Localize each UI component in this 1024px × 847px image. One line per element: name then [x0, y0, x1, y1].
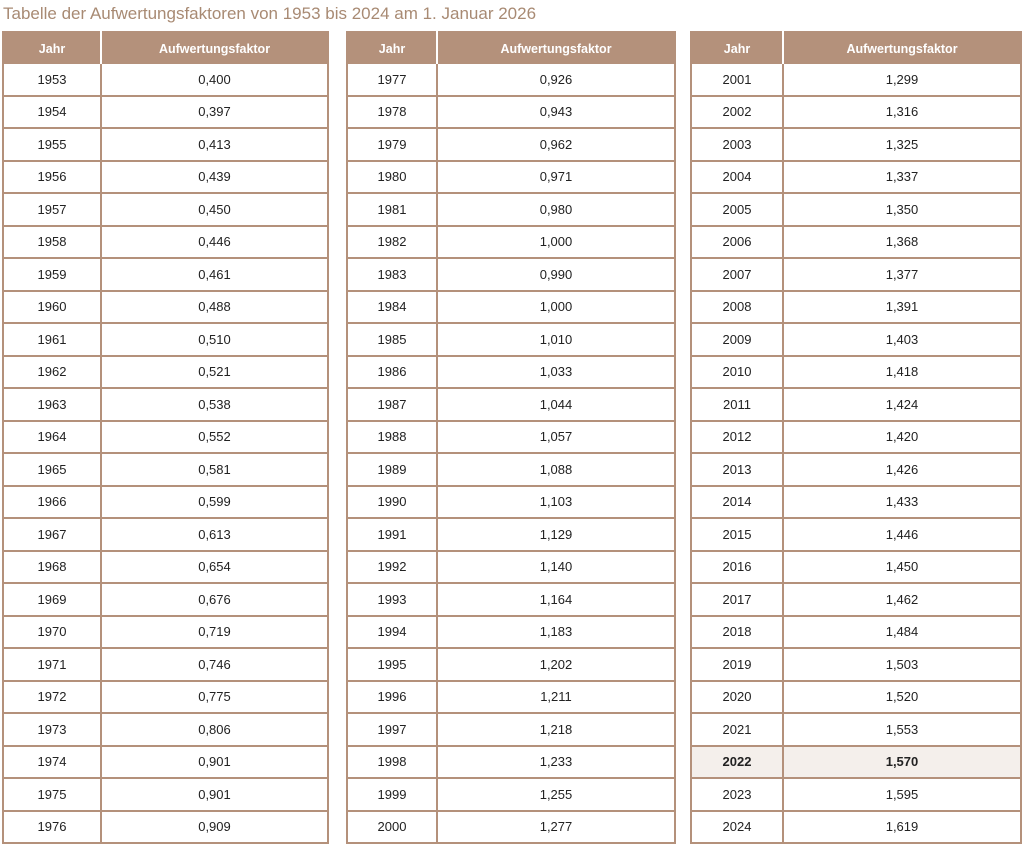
factor-cell: 0,552 — [101, 421, 328, 454]
table-row — [691, 193, 1021, 226]
factor-cell: 1,426 — [783, 453, 1021, 486]
year-cell: 2024 — [691, 811, 783, 844]
table-row — [691, 778, 1021, 811]
year-cell: 1987 — [347, 388, 437, 421]
table-row — [691, 616, 1021, 649]
table-row — [691, 421, 1021, 454]
year-column-header: Jahr — [691, 32, 783, 64]
table-row — [691, 161, 1021, 194]
table-row — [347, 778, 675, 811]
factor-cell: 1,450 — [783, 551, 1021, 584]
table-row — [347, 161, 675, 194]
factor-cell: 0,962 — [437, 128, 675, 161]
table-row — [691, 648, 1021, 681]
table-row — [347, 616, 675, 649]
table-row — [347, 356, 675, 389]
table-row — [3, 421, 328, 454]
table-row — [691, 713, 1021, 746]
table-row — [691, 681, 1021, 714]
factor-cell: 1,057 — [437, 421, 675, 454]
year-cell: 2013 — [691, 453, 783, 486]
factor-cell: 0,613 — [101, 518, 328, 551]
table-row — [3, 778, 328, 811]
factor-cell: 1,103 — [437, 486, 675, 519]
factor-cell: 1,418 — [783, 356, 1021, 389]
factor-cell: 0,439 — [101, 161, 328, 194]
table-row — [691, 226, 1021, 259]
year-cell: 2009 — [691, 323, 783, 356]
factor-cell: 1,446 — [783, 518, 1021, 551]
year-cell: 2014 — [691, 486, 783, 519]
year-cell: 1984 — [347, 291, 437, 324]
year-cell: 1975 — [3, 778, 101, 811]
table-row — [347, 193, 675, 226]
table-row — [3, 713, 328, 746]
year-cell: 1961 — [3, 323, 101, 356]
year-cell: 2017 — [691, 583, 783, 616]
table-row — [3, 226, 328, 259]
year-cell: 1958 — [3, 226, 101, 259]
table-row — [3, 64, 328, 96]
factor-cell: 1,368 — [783, 226, 1021, 259]
table-row — [3, 648, 328, 681]
year-cell: 1985 — [347, 323, 437, 356]
year-cell: 2004 — [691, 161, 783, 194]
factor-cell: 1,000 — [437, 226, 675, 259]
factor-cell: 1,553 — [783, 713, 1021, 746]
year-cell: 1994 — [347, 616, 437, 649]
table-row — [347, 518, 675, 551]
factor-cell: 1,403 — [783, 323, 1021, 356]
year-cell: 1965 — [3, 453, 101, 486]
year-cell: 1956 — [3, 161, 101, 194]
year-cell: 1991 — [347, 518, 437, 551]
table-row — [3, 746, 328, 779]
factor-cell: 0,943 — [437, 96, 675, 129]
factor-cell: 0,510 — [101, 323, 328, 356]
year-cell: 1990 — [347, 486, 437, 519]
table-row — [3, 583, 328, 616]
table-row — [691, 323, 1021, 356]
table-row — [3, 96, 328, 129]
year-cell: 1953 — [37, 71, 67, 87]
factor-cell: 0,450 — [101, 193, 328, 226]
factor-table-2 — [346, 31, 676, 844]
table-row — [691, 486, 1021, 519]
factor-cell: 0,397 — [101, 96, 328, 129]
factor-cell: 0,980 — [437, 193, 675, 226]
year-cell: 1977 — [377, 71, 407, 87]
factor-cell: 0,413 — [101, 128, 328, 161]
year-cell: 1976 — [3, 811, 101, 844]
table-row — [691, 258, 1021, 291]
factor-cell: 0,461 — [101, 258, 328, 291]
factor-cell: 1,595 — [783, 778, 1021, 811]
factor-cell: 1,202 — [437, 648, 675, 681]
factor-cell: 0,775 — [101, 681, 328, 714]
factor-cell: 0,990 — [437, 258, 675, 291]
factor-cell: 1,299 — [783, 64, 1021, 96]
year-cell: 2008 — [691, 291, 783, 324]
year-cell: 1967 — [3, 518, 101, 551]
year-cell: 2021 — [691, 713, 783, 746]
table-row — [347, 388, 675, 421]
table-row — [347, 486, 675, 519]
year-cell: 1983 — [347, 258, 437, 291]
year-cell: 1981 — [347, 193, 437, 226]
factor-cell: 0,926 — [437, 64, 675, 96]
table-row — [691, 453, 1021, 486]
table-row — [347, 583, 675, 616]
factor-cell: 1,377 — [783, 258, 1021, 291]
factor-cell: 1,619 — [783, 811, 1021, 844]
year-cell: 2007 — [691, 258, 783, 291]
table-row — [3, 323, 328, 356]
year-cell: 2018 — [691, 616, 783, 649]
year-cell: 1970 — [3, 616, 101, 649]
table-row — [3, 486, 328, 519]
factor-cell: 1,211 — [437, 681, 675, 714]
table-row — [347, 226, 675, 259]
table-row — [3, 128, 328, 161]
table-row — [691, 291, 1021, 324]
factor-cell: 0,806 — [101, 713, 328, 746]
factor-cell: 1,218 — [437, 713, 675, 746]
table-row — [347, 746, 675, 779]
factor-cell: 1,337 — [783, 161, 1021, 194]
factor-cell: 1,433 — [783, 486, 1021, 519]
table-row — [691, 518, 1021, 551]
table-row — [347, 681, 675, 714]
year-cell: 1980 — [347, 161, 437, 194]
factor-cell: 0,676 — [101, 583, 328, 616]
year-cell: 1960 — [3, 291, 101, 324]
year-cell: 2001 — [722, 71, 752, 87]
factor-cell: 1,044 — [437, 388, 675, 421]
factor-column-header: Aufwertungsfaktor — [783, 32, 1021, 64]
table-row — [347, 551, 675, 584]
table-row — [691, 551, 1021, 584]
factor-cell: 1,391 — [783, 291, 1021, 324]
factor-cell: 0,400 — [101, 64, 328, 96]
factor-cell: 1,520 — [783, 681, 1021, 714]
table-row — [347, 64, 675, 96]
year-cell: 1986 — [347, 356, 437, 389]
factor-cell: 1,503 — [783, 648, 1021, 681]
table-row — [3, 551, 328, 584]
year-cell: 1959 — [3, 258, 101, 291]
year-cell: 2006 — [691, 226, 783, 259]
table-row — [3, 291, 328, 324]
year-cell: 1972 — [3, 681, 101, 714]
page-title: Tabelle der Aufwertungsfaktoren von 1953 bis 2024 am 1. Januar 2026 — [3, 4, 537, 23]
factor-table-1 — [2, 31, 329, 844]
table-header-row — [347, 32, 675, 64]
year-cell: 2023 — [691, 778, 783, 811]
year-cell: 1995 — [347, 648, 437, 681]
year-cell: 1969 — [3, 583, 101, 616]
year-cell: 1954 — [3, 96, 101, 129]
factor-cell: 1,484 — [783, 616, 1021, 649]
table-row — [347, 421, 675, 454]
table-row — [3, 681, 328, 714]
factor-cell: 0,581 — [101, 453, 328, 486]
year-cell: 1982 — [347, 226, 437, 259]
year-cell: 2015 — [691, 518, 783, 551]
factor-cell: 0,901 — [101, 746, 328, 779]
factor-cell: 1,350 — [783, 193, 1021, 226]
year-cell: 2002 — [691, 96, 783, 129]
table-row — [3, 258, 328, 291]
year-cell: 1955 — [3, 128, 101, 161]
table-row — [3, 616, 328, 649]
year-cell: 1957 — [3, 193, 101, 226]
table-header-row — [691, 32, 1021, 64]
table-row — [691, 64, 1021, 96]
factor-cell: 0,971 — [437, 161, 675, 194]
year-cell: 2000 — [347, 811, 437, 844]
table-row — [3, 388, 328, 421]
factor-cell: 1,233 — [437, 746, 675, 779]
table-header-row — [3, 32, 328, 64]
year-cell: 2016 — [691, 551, 783, 584]
table-row — [691, 746, 1021, 779]
table-row — [691, 356, 1021, 389]
table-row — [347, 258, 675, 291]
factor-cell: 0,599 — [101, 486, 328, 519]
factor-column-header: Aufwertungsfaktor — [437, 32, 675, 64]
factor-cell: 0,654 — [101, 551, 328, 584]
factor-cell: 0,521 — [101, 356, 328, 389]
factor-cell: 1,164 — [437, 583, 675, 616]
factor-cell: 0,538 — [101, 388, 328, 421]
year-cell: 2022 — [691, 746, 783, 779]
table-row — [3, 453, 328, 486]
year-cell: 1963 — [3, 388, 101, 421]
table-row — [3, 161, 328, 194]
year-cell: 1998 — [347, 746, 437, 779]
year-cell: 1973 — [3, 713, 101, 746]
year-column-header: Jahr — [3, 32, 101, 64]
table-row — [691, 583, 1021, 616]
factor-cell: 0,909 — [101, 811, 328, 844]
year-cell: 1999 — [347, 778, 437, 811]
year-cell: 1996 — [347, 681, 437, 714]
year-cell: 1989 — [347, 453, 437, 486]
year-cell: 1997 — [347, 713, 437, 746]
factor-cell: 1,277 — [437, 811, 675, 844]
year-cell: 2011 — [691, 388, 783, 421]
year-cell: 1988 — [347, 421, 437, 454]
year-cell: 1992 — [347, 551, 437, 584]
factor-cell: 1,316 — [783, 96, 1021, 129]
table-row — [347, 96, 675, 129]
year-cell: 1974 — [3, 746, 101, 779]
year-cell: 2012 — [691, 421, 783, 454]
factor-cell: 1,255 — [437, 778, 675, 811]
year-column-header: Jahr — [347, 32, 437, 64]
year-cell: 2020 — [691, 681, 783, 714]
year-cell: 1993 — [347, 583, 437, 616]
year-cell: 1966 — [3, 486, 101, 519]
factor-cell: 1,033 — [437, 356, 675, 389]
table-row — [347, 811, 675, 844]
factor-cell: 1,570 — [783, 746, 1021, 779]
table-row — [347, 128, 675, 161]
table-row — [3, 356, 328, 389]
table-row — [691, 388, 1021, 421]
factor-cell: 1,183 — [437, 616, 675, 649]
factor-column-header: Aufwertungsfaktor — [101, 32, 328, 64]
table-row — [347, 713, 675, 746]
year-cell: 2019 — [691, 648, 783, 681]
factor-cell: 1,420 — [783, 421, 1021, 454]
factor-cell: 0,746 — [101, 648, 328, 681]
factor-cell: 1,010 — [437, 323, 675, 356]
factor-cell: 1,088 — [437, 453, 675, 486]
year-cell: 1971 — [3, 648, 101, 681]
factor-cell: 1,424 — [783, 388, 1021, 421]
table-row — [3, 811, 328, 844]
factor-table-3 — [690, 31, 1022, 844]
year-cell: 1979 — [347, 128, 437, 161]
table-row — [347, 453, 675, 486]
table-row — [691, 96, 1021, 129]
factor-cell: 0,446 — [101, 226, 328, 259]
table-row — [3, 193, 328, 226]
factor-cell: 0,901 — [101, 778, 328, 811]
factor-cell: 1,129 — [437, 518, 675, 551]
table-row — [691, 811, 1021, 844]
year-cell: 1968 — [3, 551, 101, 584]
year-cell: 1964 — [3, 421, 101, 454]
table-row — [347, 648, 675, 681]
year-cell: 2005 — [691, 193, 783, 226]
factor-cell: 1,000 — [437, 291, 675, 324]
factor-cell: 1,325 — [783, 128, 1021, 161]
year-cell: 1978 — [347, 96, 437, 129]
table-row — [691, 128, 1021, 161]
factor-cell: 1,462 — [783, 583, 1021, 616]
factor-cell: 0,719 — [101, 616, 328, 649]
year-cell: 1962 — [3, 356, 101, 389]
table-row — [347, 291, 675, 324]
year-cell: 2010 — [691, 356, 783, 389]
factor-cell: 0,488 — [101, 291, 328, 324]
table-row — [3, 518, 328, 551]
table-row — [347, 323, 675, 356]
year-cell: 2003 — [691, 128, 783, 161]
factor-cell: 1,140 — [437, 551, 675, 584]
